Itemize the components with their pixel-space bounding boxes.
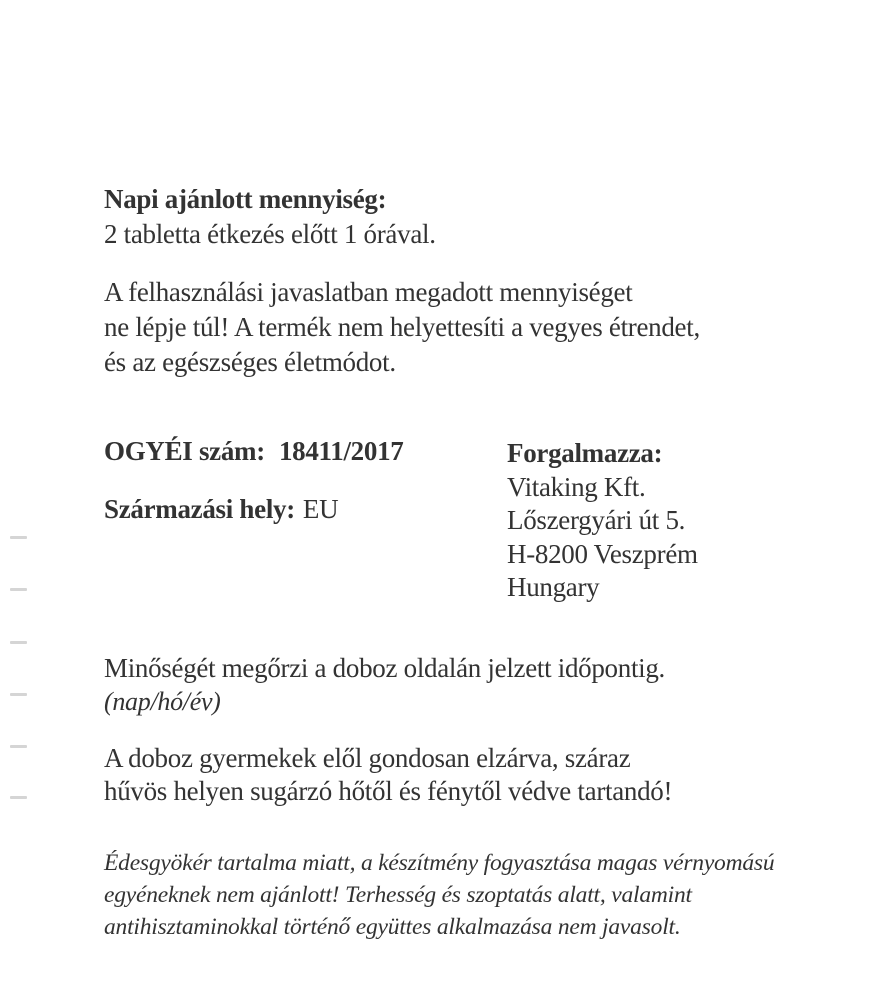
usage-warning-line: ne lépje túl! A termék nem helyettesíti a vegyes étrendet, <box>104 312 700 342</box>
tick-mark <box>10 693 27 696</box>
dosage-section <box>104 182 436 252</box>
storage-section <box>104 742 672 808</box>
storage-line: A doboz gyermekek elől gondosan elzárva, száraz <box>104 743 631 773</box>
tick-mark <box>10 796 27 799</box>
distributor-street: Lőszergyári út 5. <box>507 505 686 535</box>
distributor-country: Hungary <box>507 572 600 602</box>
registration-origin-section <box>104 434 504 527</box>
usage-warning-line: A felhasználási javaslatban megadott mennyiséget <box>104 277 633 307</box>
shelf-life-statement: Minőségét megőrzi a doboz oldalán jelzett időpontig. <box>104 653 665 683</box>
contraindication-section <box>104 847 774 943</box>
distributor-section <box>507 437 698 605</box>
tick-mark <box>10 588 27 591</box>
origin-label: Származási hely: <box>104 494 295 524</box>
distributor-city: H-8200 Veszprém <box>507 538 698 569</box>
registration-label: OGYÉI szám: <box>104 436 265 466</box>
tick-mark <box>10 745 27 748</box>
dosage-instruction: 2 tabletta étkezés előtt 1 órával. <box>104 219 436 249</box>
registration-number-line <box>104 434 504 469</box>
origin-value: EU <box>302 494 339 524</box>
shelf-life-section <box>104 652 665 718</box>
storage-line: hűvös helyen sugárzó hőtől és fénytől védve tartandó! <box>104 776 673 806</box>
usage-warning-line: és az egészséges életmódot. <box>104 347 396 377</box>
contraindication-line: antihisztaminokkal történő együttes alkalmazása nem javasolt. <box>104 914 681 940</box>
distributor-heading: Forgalmazza: <box>507 438 663 468</box>
registration-value: 18411/2017 <box>278 436 404 466</box>
tick-mark <box>10 536 27 539</box>
shelf-life-date-format: (nap/hó/év) <box>104 687 221 716</box>
origin-line <box>104 492 504 527</box>
tick-mark <box>10 641 27 644</box>
distributor-name: Vitaking Kft. <box>507 471 646 502</box>
contraindication-line: Édesgyökér tartalma miatt, a készítmény fogyasztása magas vérnyomású <box>104 850 775 876</box>
contraindication-line: egyéneknek nem ajánlott! Terhesség és szoptatás alatt, valamint <box>104 882 692 908</box>
dosage-heading: Napi ajánlott mennyiség: <box>104 184 387 214</box>
usage-warning-section <box>104 275 700 380</box>
